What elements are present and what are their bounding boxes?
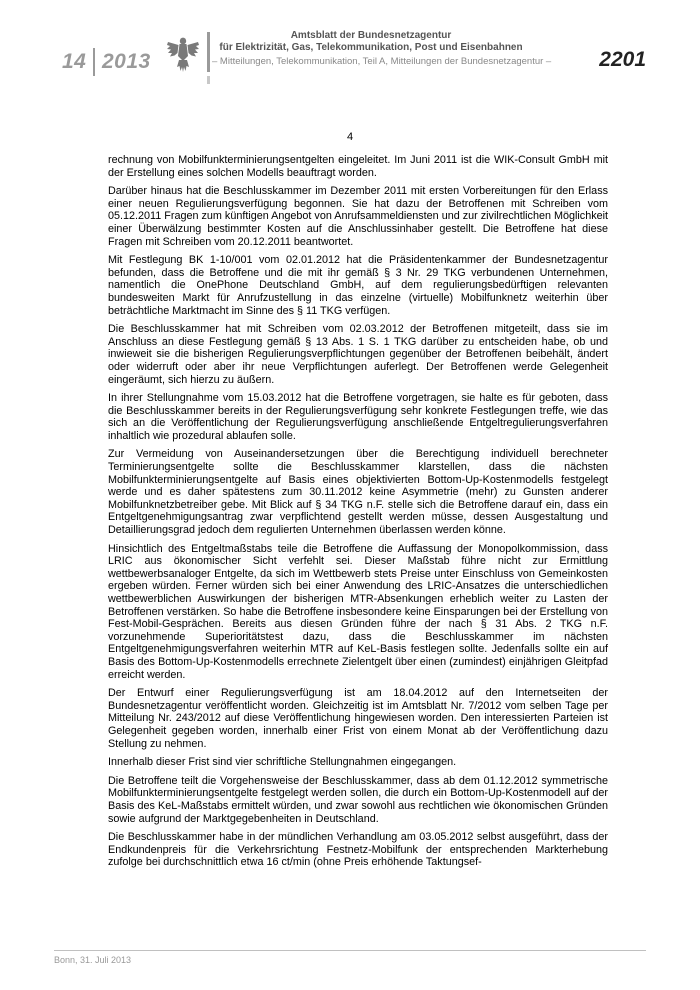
section-subtitle: – Mitteilungen, Telekommunikation, Teil A, Mitteilungen der Bundesnetzagentur – (212, 56, 552, 67)
footer-divider (54, 950, 646, 951)
paragraph: In ihrer Stellungnahme vom 15.03.2012 hat die Betroffene vorgetragen, sie halte es für geboten, dass die Beschlusskammer bereits in der Regulierungsverfügung sehr konkrete Festlegungen treffe, wie das sich an die Veröffentlichung der Regulierungsverfügung anschließende Entgeltregulierungsverfahren inhaltlich wie prozedural ablaufen solle. (108, 392, 608, 442)
header-divider-tail (207, 76, 210, 84)
paragraph: rechnung von Mobilfunkterminierungsentgelten eingeleitet. Im Juni 2011 ist die WIK-Consult GmbH mit der Erstellung eines solchen Modells beauftragt worden. (108, 154, 608, 179)
issue-year: 2013 (102, 50, 151, 73)
paragraph: Zur Vermeidung von Auseinandersetzungen über die Berechtigung individuell berechneter Terminierungsentgelte sollte die Beschlusskammer klarstellen, dass die nächsten Mobilfunkterminierungsentgelte auf Basis eines objektivierten Bottom-Up-Kostenmodells festgelegt werde und es daher spätestens zum 30.11.2012 keine Asymmetrie (mehr) zu Gunsten anderer Mobilfunknetzbetreiber gebe. Mit Blick auf § 34 TKG n.F. stelle sich die Betroffene darauf ein, dass ein Entgeltgenehmigungsantrag zwar verpflichtend gestellt werden müsse, dessen Ausgestaltung und Detaillierungsgrad jedoch dem regulierten Unternehmen überlassen werden könne. (108, 448, 608, 537)
publication-title (215, 30, 527, 54)
document-body (108, 154, 608, 875)
header-divider (207, 32, 210, 72)
inner-page-number: 4 (346, 131, 354, 143)
paragraph: Hinsichtlich des Entgeltmaßstabs teile die Betroffene die Auffassung der Monopolkommission, dass LRIC aus ökonomischer Sicht verfehlt sei. Dieser Maßstab führe nicht zur Ermittlung wettbewerbsanaloger Entgelte, da sich im Wettbewerb stets Preise unter Einschluss von Gemeinkosten ergeben würden. Ferner würden sich bei einer Anwendung des LRIC-Ansatzes die unterschiedlichen wettbewerblichen Auswirkungen der bisherigen MTR-Absenkungen erheblich weiter zu Lasten der Betroffenen verstärken. So habe die Betroffene insbesondere keine Einsparungen bei der Erstellung von Fest-Mobil-Gesprächen. Bereits aus diesen Gründen führe der nach § 31 Abs. 2 TKG n.F. vorzunehmende Superioritätstest dazu, dass die Beschlusskammer im nächsten Entgeltgenehmigungsverfahren weiterhin MTR auf KeL-Basis festlegen sollte. Jedenfalls sollte ein auf Basis des Bottom-Up-Kostenmodells errechnete Zielentgelt über einen (zumindest) einjährigen Gleitpfad erreicht werden. (108, 542, 608, 681)
paragraph: Darüber hinaus hat die Beschlusskammer im Dezember 2011 mit ersten Vorbereitungen für den Erlass einer neuen Regulierungsverfügung begonnen. Sie hat dazu der Betroffenen mit Schreiben vom 05.12.2011 Fragen zum künftigen Angebot von Anrufsammeldiensten und zur zivilrechtlichen Möglichkeit einer Überwälzung bestimmter Kosten auf die Anschlussinhaber gestellt. Die Betroffene hat diese Fragen mit Schreiben vom 20.12.2011 beantwortet. (108, 185, 608, 248)
paragraph: Innerhalb dieser Frist sind vier schriftliche Stellungnahmen eingegangen. (108, 756, 457, 769)
paragraph: Die Beschlusskammer hat mit Schreiben vom 02.03.2012 der Betroffenen mitgeteilt, dass sie im Anschluss an diese Festlegung gemäß § 13 Abs. 1 S. 1 TKG darüber zu entscheiden habe, ob und inwieweit sie die bisherigen Regulierungsverpflichtungen gegenüber der Betroffenen beibehält, ändert oder widerruft oder aber ihr neue Verpflichtungen auferlegt. Der Betroffenen werde Gelegenheit eingeräumt, sich hierzu zu äußern. (108, 323, 608, 386)
paragraph: Mit Festlegung BK 1-10/001 vom 02.01.2012 hat die Präsidentenkammer der Bundesnetzagentur befunden, dass die Betroffene und die mit ihr gemäß § 3 Nr. 29 TKG verbundenen Unternehmen, namentlich die OnePhone Deutschland GmbH, auf dem regulierungsbedürftigen relevanten bundesweiten Markt für Anrufzustellung in das einzelne (virtuelle) Mobilfunknetz weiterhin über beträchtliche Marktmacht im Sinne des § 11 TKG verfügen. (108, 254, 608, 317)
publication-title-line1: Amtsblatt der Bundesnetzagentur (290, 30, 452, 41)
issue-number: 14 (62, 50, 87, 73)
footer-date: Bonn, 31. Juli 2013 (54, 955, 132, 965)
page-number: 2201 (599, 48, 646, 71)
publication-title-line2: für Elektrizität, Gas, Telekommunikation, Post und Eisenbahnen (219, 42, 523, 53)
page-header (0, 0, 700, 90)
paragraph: Der Entwurf einer Regulierungsverfügung ist am 18.04.2012 auf den Internetseiten der Bundesnetzagentur veröffentlicht worden. Gleichzeitig ist im Amtsblatt Nr. 7/2012 vom selben Tage per Mitteilung Nr. 243/2012 auf diese Veröffentlichung hingewiesen worden. Den interessierten Parteien ist Gelegenheit gegeben worden, innerhalb einer Frist von einem Monat ab der Veröffentlichung dazu Stellung zu nehmen. (108, 687, 608, 750)
paragraph: Die Betroffene teilt die Vorgehensweise der Beschlusskammer, dass ab dem 01.12.2012 symmetrische Mobilfunkterminierungsentgelte festgelegt werden sollen, die durch ein Bottom-Up-Kostenmodell auf der Basis des KeL-Maßstabs ermittelt würden, und zwar sowohl aus rechtlichen wie ökonomischen Gründen sowie aufgrund der Marktgegebenheiten in Deutschland. (108, 774, 608, 825)
paragraph: Die Beschlusskammer habe in der mündlichen Verhandlung am 03.05.2012 selbst ausgeführt, dass der Endkundenpreis für die Verkehrsrichtung Festnetz-Mobilfunk der entsprechenden Markterhebung zufolge bei durchschnittlich etwa 16 ct/min (ohne Preis erhöhende Taktungsef- (108, 831, 608, 869)
issue-separator (93, 48, 95, 76)
federal-eagle-icon (166, 36, 200, 74)
